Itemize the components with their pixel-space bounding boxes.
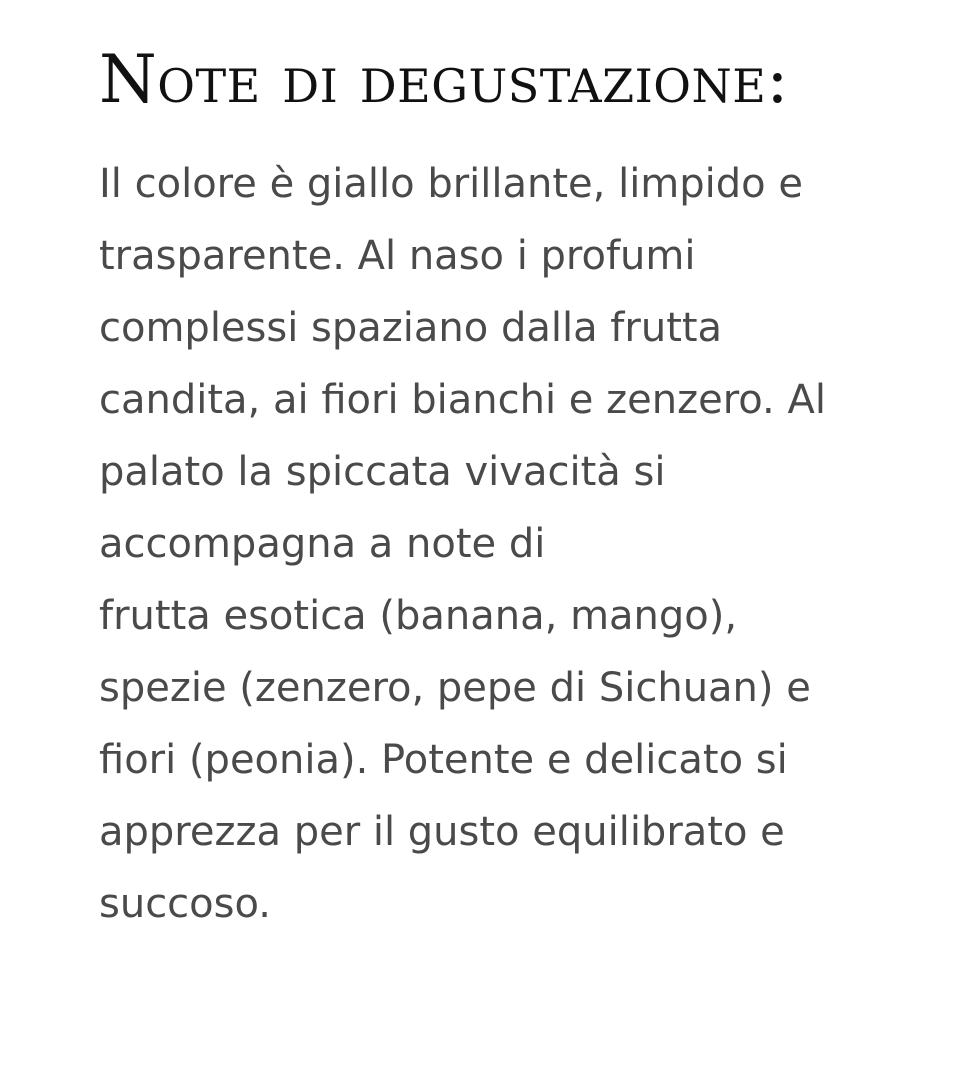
paragraph-line: candita, ai fiori bianchi e zenzero. Al <box>99 377 826 423</box>
tasting-notes-paragraph <box>99 148 959 940</box>
tasting-notes-section <box>99 38 959 940</box>
paragraph-line: complessi spaziano dalla frutta <box>99 305 723 351</box>
paragraph-line: Il colore è giallo brillante, limpido e <box>99 161 803 207</box>
paragraph-line: accompagna a note di <box>99 521 546 567</box>
paragraph-line: spezie (zenzero, pepe di Sichuan) e <box>99 665 811 711</box>
paragraph-line: trasparente. Al naso i profumi <box>99 233 696 279</box>
paragraph-line: palato la spiccata vivacità si <box>99 449 666 495</box>
paragraph-line: frutta esotica (banana, mango), <box>99 593 738 639</box>
tasting-notes-heading: Note di degustazione: <box>99 41 790 118</box>
paragraph-line: succoso. <box>99 881 271 927</box>
paragraph-line: fiori (peonia). Potente e delicato si <box>99 737 788 783</box>
paragraph-line: apprezza per il gusto equilibrato e <box>99 809 785 855</box>
